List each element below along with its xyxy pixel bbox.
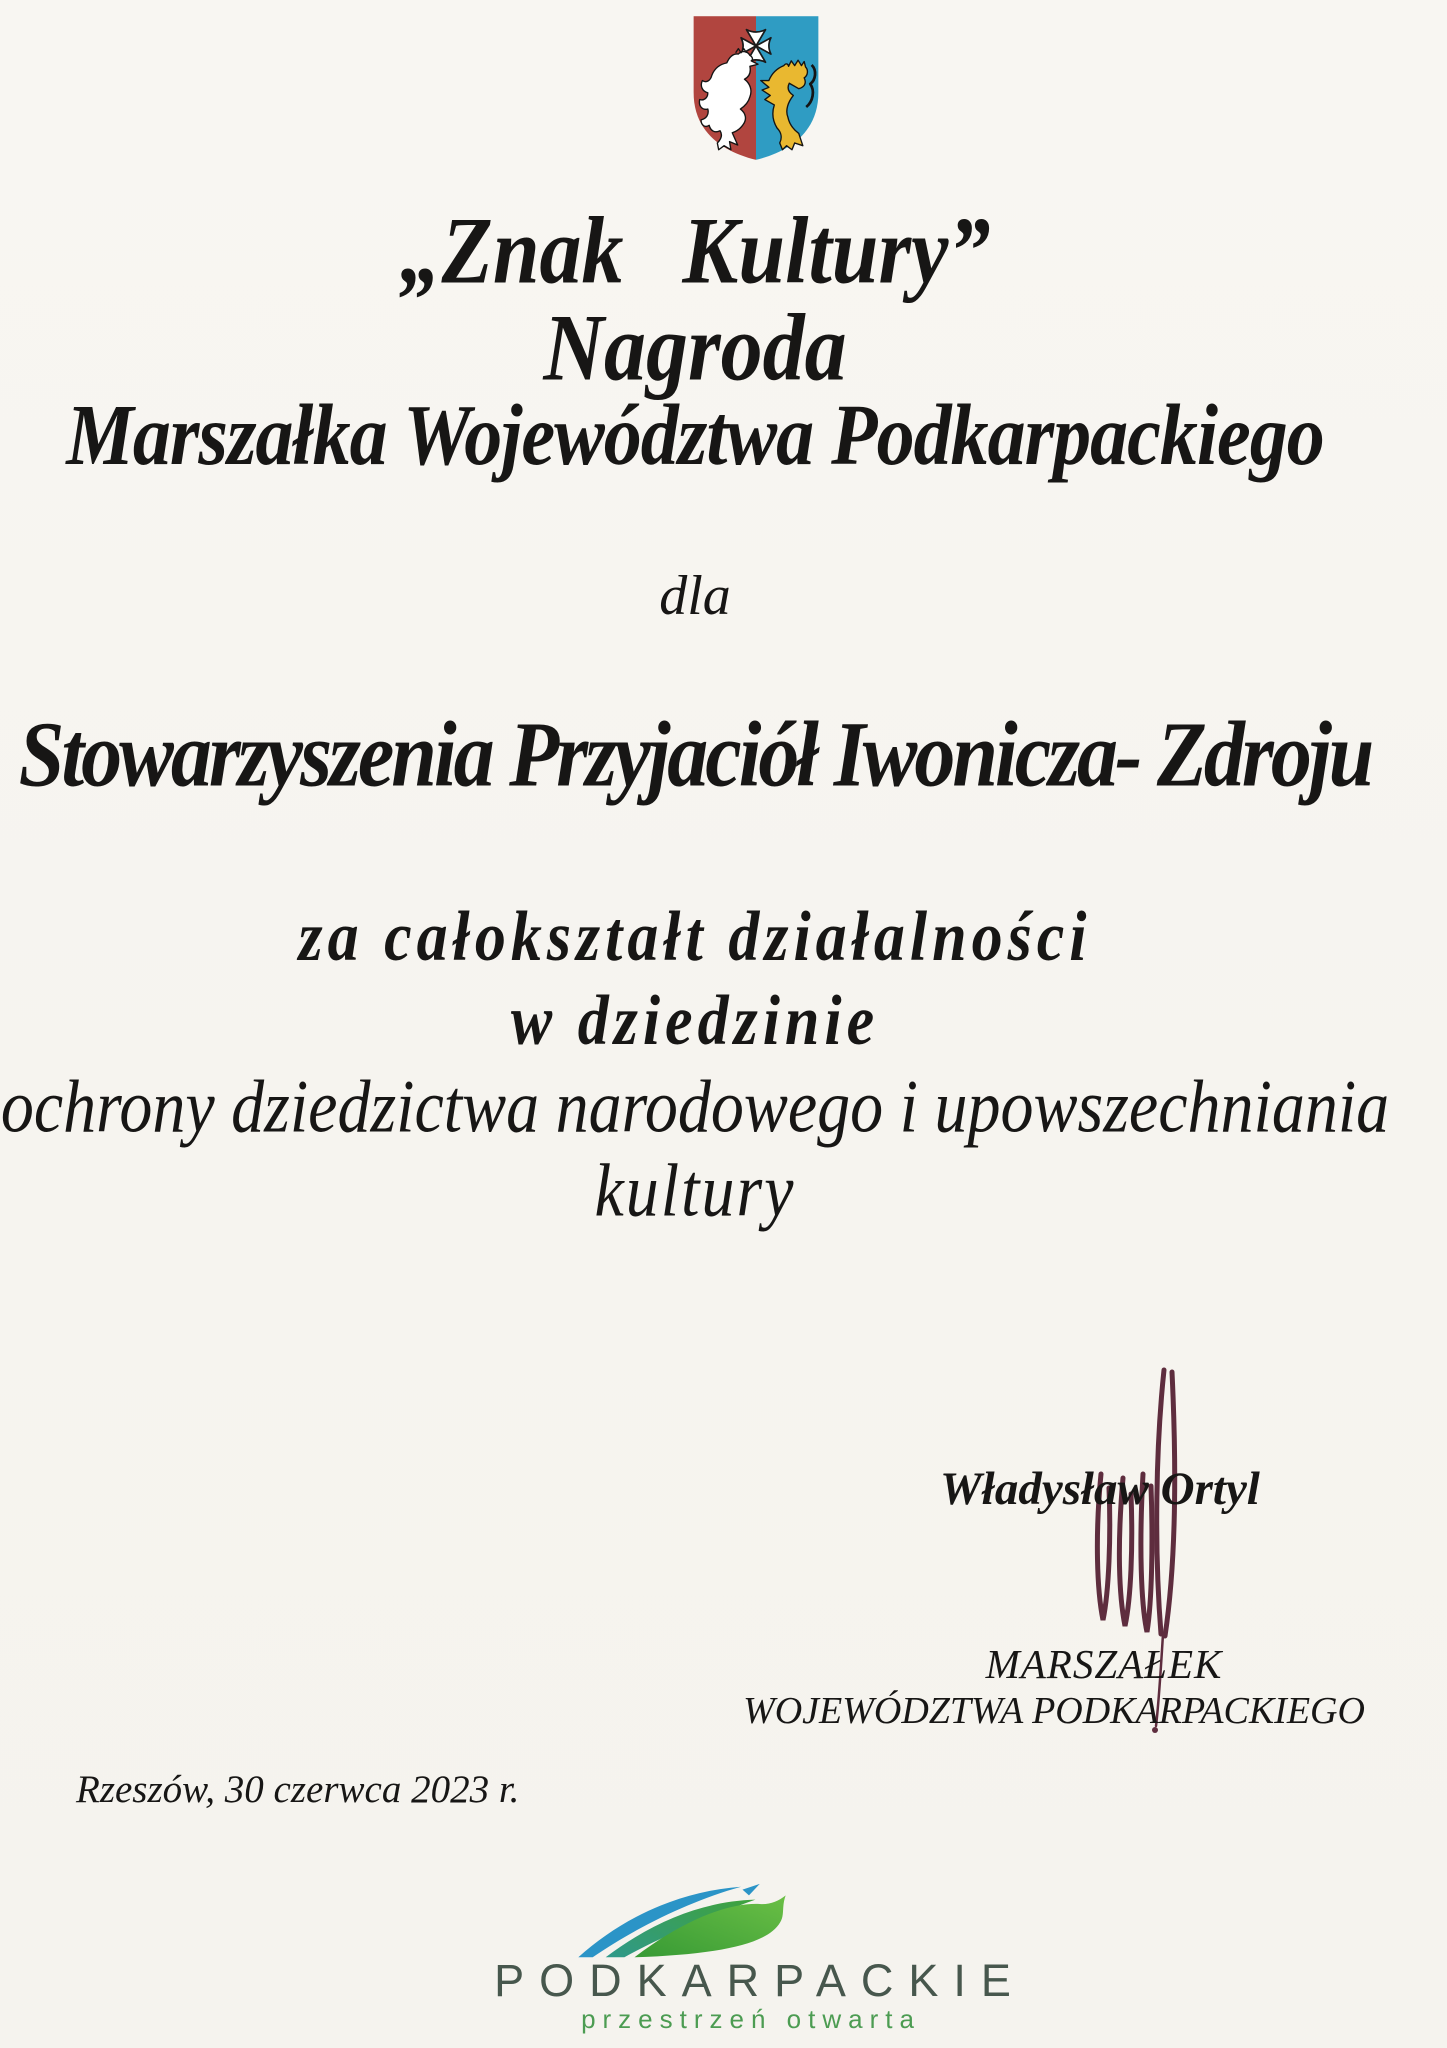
- award-grantor: Marszałka Województwa Podkarpackiego: [66, 387, 1324, 484]
- swoosh-arrow-tip: [742, 1884, 759, 1896]
- podkarpackie-logo-swoosh-icon: [574, 1882, 790, 1962]
- footer-logo-wordmark: PODKARPACKIE: [494, 1955, 1026, 2006]
- place-and-date: Rzeszów, 30 czerwca 2023 r.: [76, 1768, 520, 1811]
- preposition-dla: dla: [659, 565, 731, 627]
- award-subtitle: Nagroda: [543, 295, 847, 402]
- award-title: „Znak Kultury”: [399, 198, 991, 305]
- reason-line-1: za całokształt działalności: [298, 898, 1092, 977]
- reason-line-4: kultury: [594, 1149, 796, 1233]
- handwritten-signature: [1055, 1356, 1225, 1746]
- signatory-title-line-1: MARSZAŁEK: [985, 1641, 1223, 1687]
- footer-logo-tagline: przestrzeń otwarta: [581, 2004, 921, 2034]
- reason-line-3: ochrony dziedzictwa narodowego i upowszechniania: [0, 1065, 1390, 1149]
- signatory-title-line-2: WOJEWÓDZTWA PODKARPACKIEGO: [743, 1690, 1365, 1732]
- reason-line-2: w dziedzinie: [510, 982, 880, 1061]
- signatory-name: Władysław Ortyl: [940, 1463, 1260, 1515]
- podkarpackie-coat-of-arms-icon: [688, 12, 824, 164]
- recipient-name: Stowarzyszenia Przyjaciół Iwonicza- Zdroju: [18, 702, 1372, 807]
